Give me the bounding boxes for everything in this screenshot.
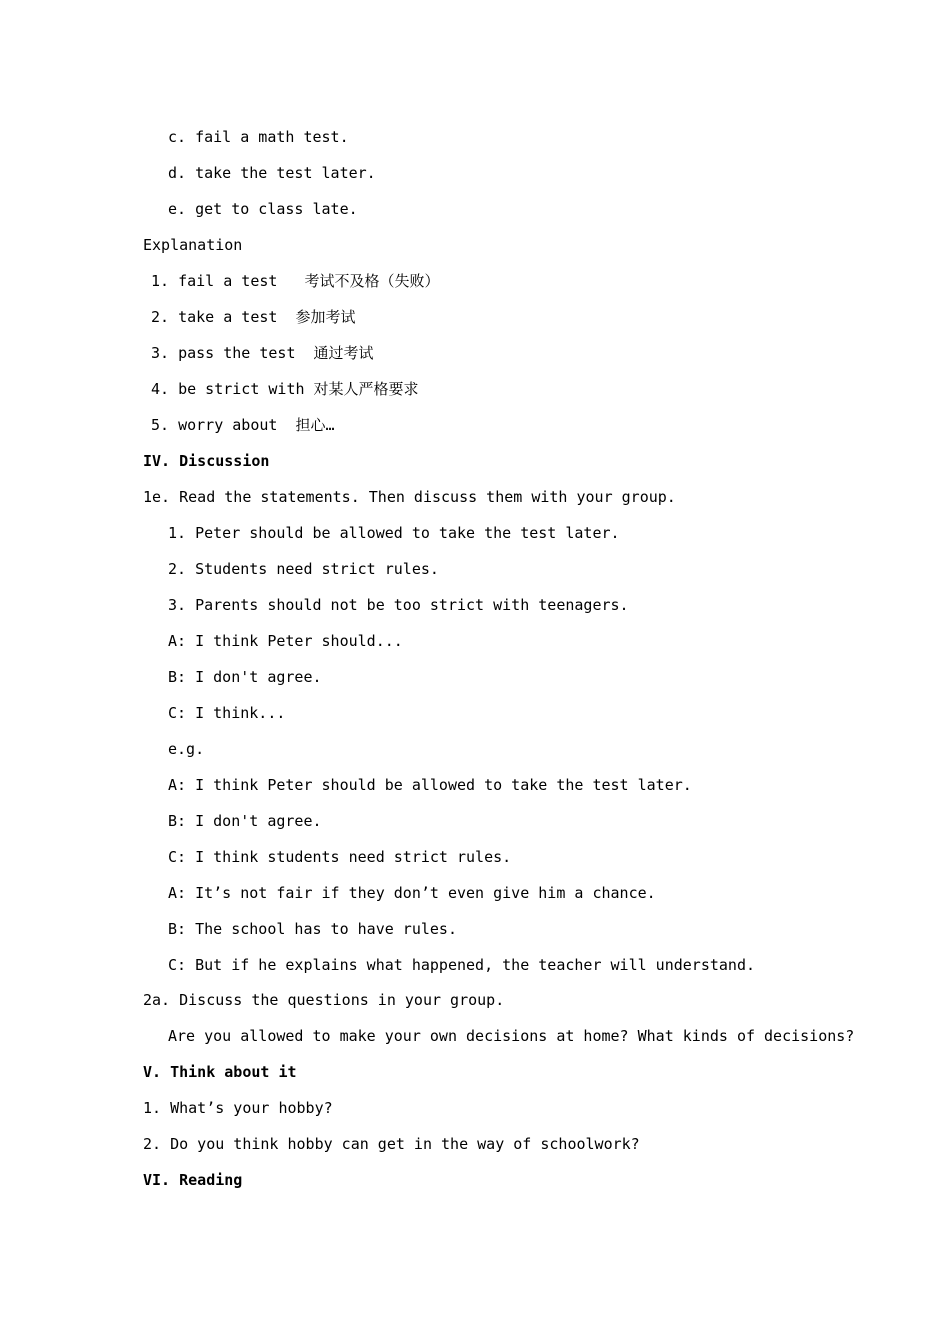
example-dialogue-line: C: But if he explains what happened, the teacher will understand. xyxy=(168,956,755,974)
think-question: 2. Do you think hobby can get in the way of schoolwork? xyxy=(143,1135,640,1153)
explanation-item: 3. pass the test 通过考试 xyxy=(151,344,374,362)
explanation-item: 4. be strict with 对某人严格要求 xyxy=(151,380,419,398)
statement: 1. Peter should be allowed to take the test later. xyxy=(168,524,620,542)
option-e: e. get to class late. xyxy=(168,200,358,218)
explanation-heading: Explanation xyxy=(143,236,243,254)
example-dialogue-line: C: I think students need strict rules. xyxy=(168,848,512,866)
dialogue-template-line: A: I think Peter should... xyxy=(168,632,403,650)
example-dialogue-line: A: It’s not fair if they don’t even give him a chance. xyxy=(168,884,656,902)
reading-heading: VI. Reading xyxy=(143,1171,243,1189)
think-question: 1. What’s your hobby? xyxy=(143,1099,333,1117)
option-d: d. take the test later. xyxy=(168,164,376,182)
task-1e-instruction: 1e. Read the statements. Then discuss them with your group. xyxy=(143,488,676,506)
discussion-heading: IV. Discussion xyxy=(143,452,270,470)
example-dialogue-line: B: I don't agree. xyxy=(168,812,322,830)
task-2a-question: Are you allowed to make your own decisions at home? What kinds of decisions? xyxy=(168,1027,855,1045)
explanation-item: 2. take a test 参加考试 xyxy=(151,308,356,326)
think-about-it-heading: V. Think about it xyxy=(143,1063,297,1081)
dialogue-template-line: C: I think... xyxy=(168,704,286,722)
statement: 3. Parents should not be too strict with teenagers. xyxy=(168,596,629,614)
dialogue-template-line: B: I don't agree. xyxy=(168,668,322,686)
eg-label: e.g. xyxy=(168,740,205,758)
statement: 2. Students need strict rules. xyxy=(168,560,439,578)
explanation-item: 5. worry about 担心… xyxy=(151,416,335,434)
option-c: c. fail a math test. xyxy=(168,128,349,146)
example-dialogue-line: B: The school has to have rules. xyxy=(168,920,457,938)
task-2a-instruction: 2a. Discuss the questions in your group. xyxy=(143,991,505,1009)
explanation-item: 1. fail a test 考试不及格（失败） xyxy=(151,272,440,290)
example-dialogue-line: A: I think Peter should be allowed to take the test later. xyxy=(168,776,692,794)
